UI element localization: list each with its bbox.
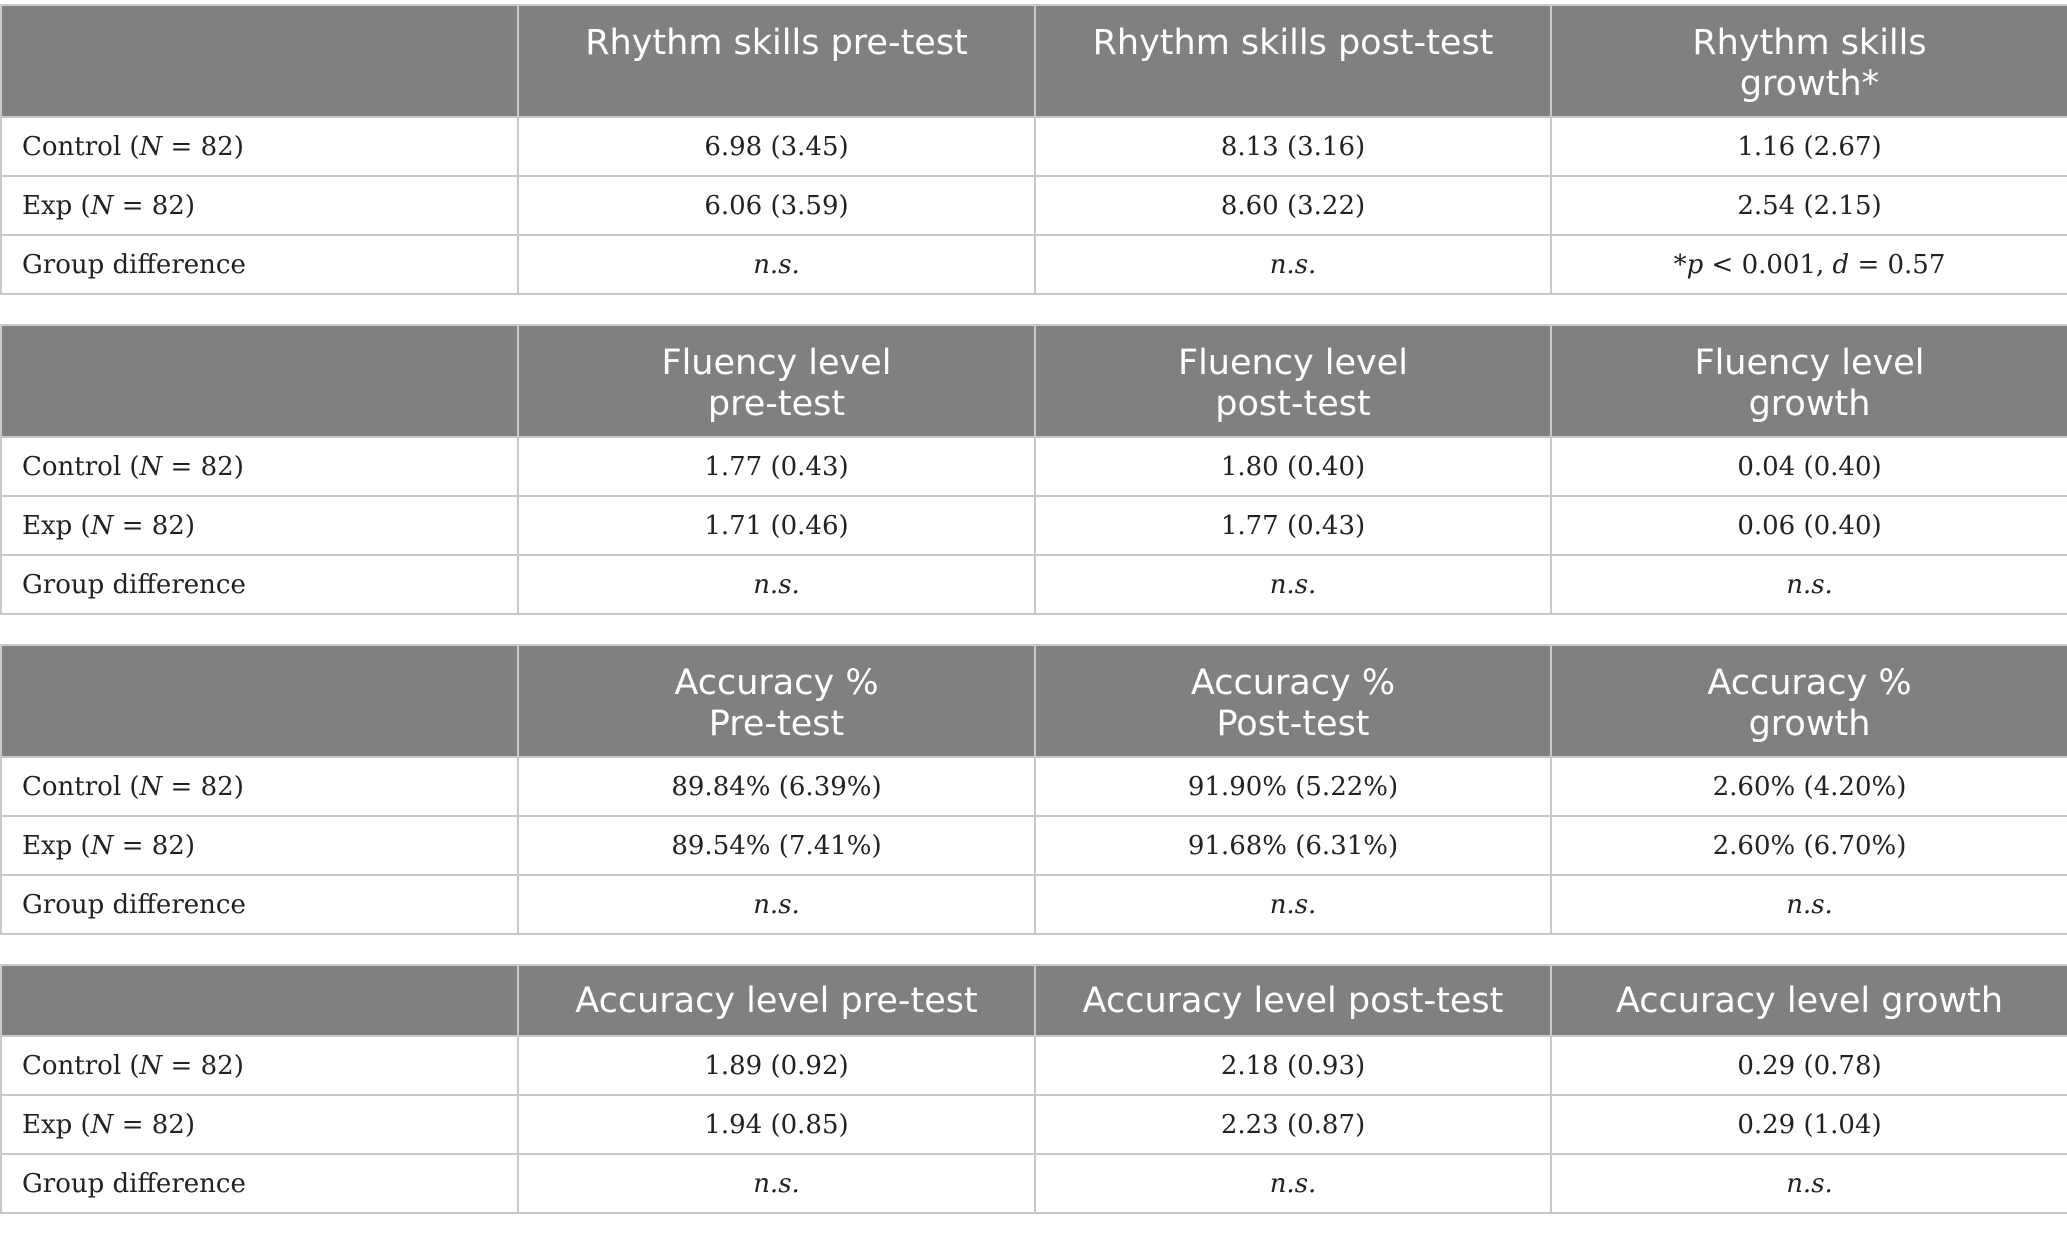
header-cell: [1, 645, 518, 757]
row-label: Control (N = 82): [1, 117, 518, 176]
header-cell: Accuracy % Pre-test: [518, 645, 1035, 757]
header-cell: Accuracy level post-test: [1035, 965, 1551, 1036]
table-cell: 6.98 (3.45): [518, 117, 1035, 176]
table-cell: 0.04 (0.40): [1551, 437, 2067, 496]
table-row: [1, 816, 2067, 875]
table-cell: 8.60 (3.22): [1035, 176, 1551, 235]
table-cell: 0.29 (1.04): [1551, 1095, 2067, 1154]
row-label: Exp (N = 82): [1, 1095, 518, 1154]
table-cell: 0.29 (0.78): [1551, 1036, 2067, 1095]
header-cell: [1, 325, 518, 437]
table-header-row: [1, 645, 2067, 757]
table-row: [1, 555, 2067, 614]
table-cell: 2.54 (2.15): [1551, 176, 2067, 235]
row-label: Group difference: [1, 555, 518, 614]
table-cell: 1.16 (2.67): [1551, 117, 2067, 176]
table-cell: n.s.: [1035, 555, 1551, 614]
table-row: [1, 496, 2067, 555]
table-cell: 91.90% (5.22%): [1035, 757, 1551, 816]
row-label: Control (N = 82): [1, 757, 518, 816]
row-label: Group difference: [1, 1154, 518, 1213]
table-cell: 2.60% (6.70%): [1551, 816, 2067, 875]
row-label: Exp (N = 82): [1, 176, 518, 235]
header-cell: Accuracy level pre-test: [518, 965, 1035, 1036]
table-cell: 1.77 (0.43): [1035, 496, 1551, 555]
table-cell: 2.60% (4.20%): [1551, 757, 2067, 816]
header-cell: [1, 965, 518, 1036]
header-cell: Fluency level growth: [1551, 325, 2067, 437]
table-row: [1, 437, 2067, 496]
table-cell: 89.84% (6.39%): [518, 757, 1035, 816]
table-row: [1, 176, 2067, 235]
row-label: Control (N = 82): [1, 1036, 518, 1095]
table-cell: 91.68% (6.31%): [1035, 816, 1551, 875]
table-row: [1, 1036, 2067, 1095]
table-cell: n.s.: [1035, 1154, 1551, 1213]
table-cell: 1.77 (0.43): [518, 437, 1035, 496]
fluency-level-table: [0, 324, 2067, 615]
accuracy-level-table: [0, 964, 2067, 1214]
header-cell: Fluency level post-test: [1035, 325, 1551, 437]
results-tables: [0, 4, 2067, 1243]
accuracy-percent-table: [0, 644, 2067, 935]
table-header-row: [1, 325, 2067, 437]
rhythm-skills-table: [0, 4, 2067, 295]
table-row: [1, 235, 2067, 294]
table-row: [1, 875, 2067, 934]
table-header-row: [1, 965, 2067, 1036]
table-cell: 0.06 (0.40): [1551, 496, 2067, 555]
row-label: Group difference: [1, 875, 518, 934]
table-cell: n.s.: [1551, 875, 2067, 934]
header-cell: [1, 5, 518, 117]
table-cell: n.s.: [1035, 875, 1551, 934]
table-row: [1, 117, 2067, 176]
table-cell: 1.94 (0.85): [518, 1095, 1035, 1154]
table-cell: 8.13 (3.16): [1035, 117, 1551, 176]
header-cell: Rhythm skills growth*: [1551, 5, 2067, 117]
table-row: [1, 757, 2067, 816]
header-cell: Fluency level pre-test: [518, 325, 1035, 437]
table-cell: n.s.: [1035, 235, 1551, 294]
header-cell: Rhythm skills post-test: [1035, 5, 1551, 117]
table-cell: n.s.: [1551, 555, 2067, 614]
table-cell: 1.71 (0.46): [518, 496, 1035, 555]
table-cell: 6.06 (3.59): [518, 176, 1035, 235]
table-row: [1, 1154, 2067, 1213]
significance-note: *p < 0.001, d = 0.57: [1551, 235, 2067, 294]
table-cell: n.s.: [518, 1154, 1035, 1213]
table-row: [1, 1095, 2067, 1154]
table-cell: 2.23 (0.87): [1035, 1095, 1551, 1154]
row-label: Group difference: [1, 235, 518, 294]
table-cell: 1.89 (0.92): [518, 1036, 1035, 1095]
row-label: Control (N = 82): [1, 437, 518, 496]
table-header-row: [1, 5, 2067, 117]
table-cell: 89.54% (7.41%): [518, 816, 1035, 875]
table-cell: n.s.: [518, 235, 1035, 294]
header-cell: Rhythm skills pre-test: [518, 5, 1035, 117]
table-cell: 1.80 (0.40): [1035, 437, 1551, 496]
header-cell: Accuracy % Post-test: [1035, 645, 1551, 757]
row-label: Exp (N = 82): [1, 816, 518, 875]
header-cell: Accuracy % growth: [1551, 645, 2067, 757]
table-cell: n.s.: [518, 875, 1035, 934]
table-cell: n.s.: [1551, 1154, 2067, 1213]
header-cell: Accuracy level growth: [1551, 965, 2067, 1036]
table-cell: 2.18 (0.93): [1035, 1036, 1551, 1095]
table-cell: n.s.: [518, 555, 1035, 614]
row-label: Exp (N = 82): [1, 496, 518, 555]
